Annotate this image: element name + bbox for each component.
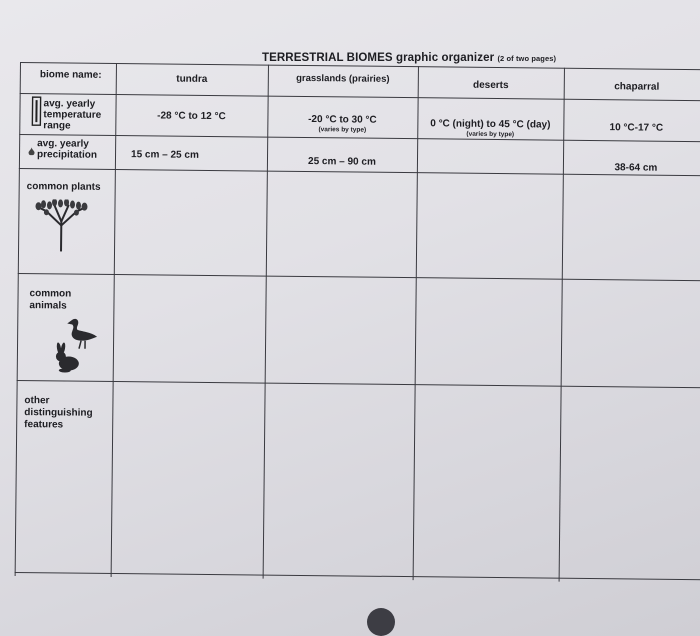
page-hole — [367, 608, 395, 636]
animals-label: common animals — [29, 288, 72, 312]
tundra-precipitation: 15 cm – 25 cm — [130, 149, 199, 161]
title-note: (2 of two pages) — [497, 54, 557, 63]
row-divider — [19, 134, 700, 142]
tundra-temperature: -28 °C to 12 °C — [157, 110, 226, 123]
thermometer-icon — [31, 96, 41, 126]
header-tundra: tundra — [176, 73, 208, 85]
table-border-left — [15, 62, 21, 576]
precipitation-label: avg. yearly precipitation — [36, 138, 98, 161]
grasslands-temperature: -20 °C to 30 °C (varies by type) — [308, 114, 377, 134]
biomes-table — [15, 62, 700, 589]
column-divider — [559, 68, 565, 582]
raindrop-icon — [28, 147, 35, 155]
chaparral-temperature: 10 °C-17 °C — [609, 122, 664, 134]
title-main: TERRESTRIAL BIOMES graphic organizer — [262, 52, 495, 64]
column-divider — [413, 66, 419, 580]
column-divider — [263, 65, 269, 579]
header-biome-name: biome name: — [39, 69, 102, 81]
row-divider — [18, 273, 700, 281]
tree-icon — [32, 199, 91, 252]
header-chaparral: chaparral — [614, 81, 660, 93]
features-label: other distinguishing features — [24, 395, 93, 431]
plants-label: common plants — [26, 181, 101, 193]
temperature-label: avg. yearly temperature range — [43, 98, 102, 132]
row-divider — [20, 93, 700, 101]
page-title — [262, 52, 556, 64]
header-deserts: deserts — [472, 79, 509, 92]
chaparral-precipitation: 38-64 cm — [614, 162, 658, 174]
header-grasslands: grasslands (prairies) — [296, 72, 390, 85]
rabbit-icon — [51, 342, 81, 372]
row-divider — [17, 380, 700, 388]
deserts-temperature: 0 °C (night) to 45 °C (day) (varies by type) — [430, 118, 551, 139]
table-border-bottom — [15, 572, 700, 580]
grasslands-precipitation: 25 cm – 90 cm — [307, 156, 376, 168]
